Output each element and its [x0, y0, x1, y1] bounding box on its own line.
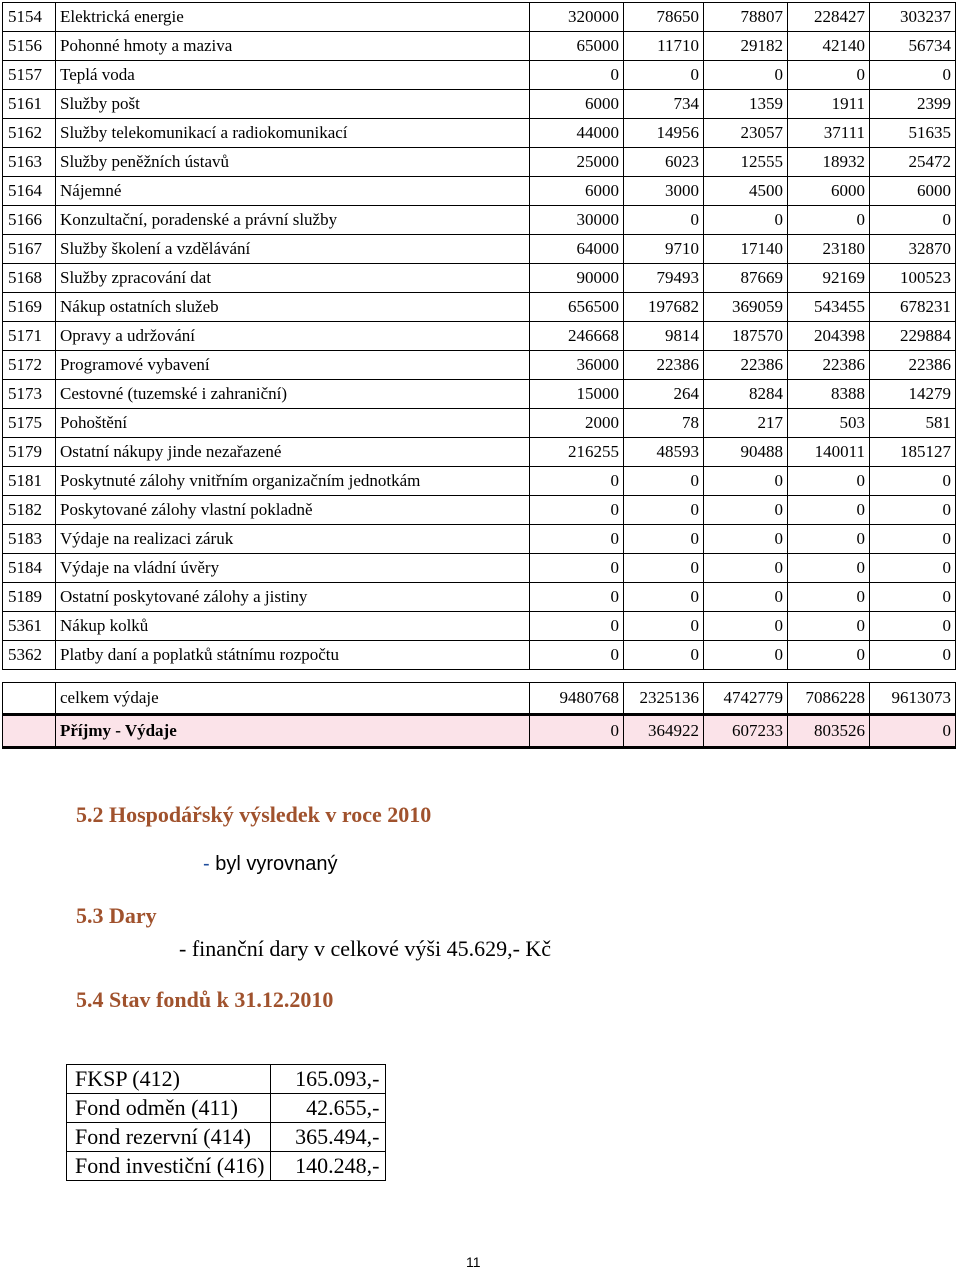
- table-row: [3, 554, 956, 583]
- amount-cell: 0: [870, 467, 956, 496]
- account-code: 5175: [3, 409, 56, 438]
- amount-cell: 503: [788, 409, 870, 438]
- amount-cell: 0: [624, 496, 704, 525]
- amount-cell: 48593: [624, 438, 704, 467]
- amount-cell: 14956: [624, 119, 704, 148]
- table-row: [3, 264, 956, 293]
- table-row: [3, 177, 956, 206]
- account-name: Teplá voda: [56, 61, 530, 90]
- fund-amount: 165.093,-: [271, 1065, 386, 1094]
- fund-name: Fond rezervní (414): [67, 1123, 271, 1152]
- amount-cell: 1359: [704, 90, 788, 119]
- amount-cell: 23180: [788, 235, 870, 264]
- amount-cell: 37111: [788, 119, 870, 148]
- amount-cell: 369059: [704, 293, 788, 322]
- amount-cell: 32870: [870, 235, 956, 264]
- amount-cell: 78650: [624, 3, 704, 32]
- amount-cell: 90000: [530, 264, 624, 293]
- account-name: Platby daní a poplatků státnímu rozpočtu: [56, 641, 530, 670]
- amount-cell: 0: [624, 583, 704, 612]
- amount-cell: 0: [704, 554, 788, 583]
- account-name: Poskytované zálohy vlastní pokladně: [56, 496, 530, 525]
- table-row: [3, 293, 956, 322]
- table-spacer-row: [3, 670, 956, 683]
- account-name: Nákup ostatních služeb: [56, 293, 530, 322]
- table-row: [3, 119, 956, 148]
- amount-cell: 0: [870, 554, 956, 583]
- amount-cell: 0: [704, 496, 788, 525]
- fund-name: Fond odměn (411): [67, 1094, 271, 1123]
- table-row: [3, 583, 956, 612]
- amount-cell: 0: [788, 525, 870, 554]
- amount-cell: 678231: [870, 293, 956, 322]
- fund-name: Fond investiční (416): [67, 1152, 271, 1181]
- section-heading-funds: 5.4 Stav fondů k 31.12.2010: [76, 987, 334, 1012]
- account-code: 5163: [3, 148, 56, 177]
- amount-cell: 303237: [870, 3, 956, 32]
- account-name: Pohonné hmoty a maziva: [56, 32, 530, 61]
- balance-row-label: Příjmy - Výdaje: [56, 715, 530, 748]
- fund-amount: 365.494,-: [271, 1123, 386, 1152]
- empty-code-cell: [3, 683, 56, 715]
- amount-cell: 197682: [624, 293, 704, 322]
- fund-row: [67, 1094, 386, 1123]
- amount-cell: 1911: [788, 90, 870, 119]
- table-row: [3, 90, 956, 119]
- section-heading-gifts: 5.3 Dary: [76, 903, 157, 928]
- account-name: Ostatní poskytované zálohy a jistiny: [56, 583, 530, 612]
- amount-cell: 6000: [530, 177, 624, 206]
- account-code: 5362: [3, 641, 56, 670]
- spacer-cell: [56, 670, 530, 683]
- amount-cell: 79493: [624, 264, 704, 293]
- amount-cell: 22386: [704, 351, 788, 380]
- amount-cell: 7086228: [788, 683, 870, 715]
- account-name: Výdaje na vládní úvěry: [56, 554, 530, 583]
- table-row: [3, 641, 956, 670]
- amount-cell: 0: [704, 525, 788, 554]
- amount-cell: 44000: [530, 119, 624, 148]
- account-name: Opravy a udržování: [56, 322, 530, 351]
- account-code: 5168: [3, 264, 56, 293]
- amount-cell: 0: [870, 612, 956, 641]
- spacer-cell: [624, 670, 704, 683]
- amount-cell: 803526: [788, 715, 870, 748]
- result-text: [203, 853, 338, 876]
- fund-amount: 140.248,-: [271, 1152, 386, 1181]
- amount-cell: 4742779: [704, 683, 788, 715]
- account-name: Služby telekomunikací a radiokomunikací: [56, 119, 530, 148]
- amount-cell: 9710: [624, 235, 704, 264]
- amount-cell: 0: [870, 715, 956, 748]
- account-code: 5164: [3, 177, 56, 206]
- spacer-cell: [704, 670, 788, 683]
- account-code: 5171: [3, 322, 56, 351]
- amount-cell: 0: [788, 467, 870, 496]
- amount-cell: 228427: [788, 3, 870, 32]
- amount-cell: 581: [870, 409, 956, 438]
- amount-cell: 22386: [624, 351, 704, 380]
- account-code: 5154: [3, 3, 56, 32]
- table-row: [3, 32, 956, 61]
- page-number: 11: [466, 1254, 481, 1270]
- table-row: [3, 351, 956, 380]
- amount-cell: 8284: [704, 380, 788, 409]
- amount-cell: 65000: [530, 32, 624, 61]
- account-code: 5184: [3, 554, 56, 583]
- amount-cell: 0: [704, 641, 788, 670]
- amount-cell: 87669: [704, 264, 788, 293]
- amount-cell: 364922: [624, 715, 704, 748]
- table-row: [3, 206, 956, 235]
- amount-cell: 0: [530, 496, 624, 525]
- amount-cell: 0: [870, 496, 956, 525]
- amount-cell: 18932: [788, 148, 870, 177]
- amount-cell: 6023: [624, 148, 704, 177]
- amount-cell: 15000: [530, 380, 624, 409]
- table-row: [3, 467, 956, 496]
- amount-cell: 0: [530, 467, 624, 496]
- fund-row: [67, 1123, 386, 1152]
- spacer-cell: [870, 670, 956, 683]
- amount-cell: 4500: [704, 177, 788, 206]
- account-name: Služby pošt: [56, 90, 530, 119]
- section-heading-result: 5.2 Hospodářský výsledek v roce 2010: [76, 802, 432, 827]
- account-name: Konzultační, poradenské a právní služby: [56, 206, 530, 235]
- amount-cell: 0: [788, 641, 870, 670]
- amount-cell: 9480768: [530, 683, 624, 715]
- amount-cell: 2399: [870, 90, 956, 119]
- account-code: 5162: [3, 119, 56, 148]
- account-code: 5173: [3, 380, 56, 409]
- table-row: [3, 61, 956, 90]
- amount-cell: 140011: [788, 438, 870, 467]
- amount-cell: 0: [788, 61, 870, 90]
- amount-cell: 204398: [788, 322, 870, 351]
- amount-cell: 3000: [624, 177, 704, 206]
- amount-cell: 78: [624, 409, 704, 438]
- amount-cell: 0: [624, 206, 704, 235]
- amount-cell: 0: [704, 61, 788, 90]
- amount-cell: 25472: [870, 148, 956, 177]
- gifts-text: - finanční dary v celkové výši 45.629,- Kč: [179, 936, 552, 961]
- account-name: Služby peněžních ústavů: [56, 148, 530, 177]
- amount-cell: 64000: [530, 235, 624, 264]
- amount-cell: 246668: [530, 322, 624, 351]
- amount-cell: 734: [624, 90, 704, 119]
- amount-cell: 0: [788, 496, 870, 525]
- table-row: [3, 235, 956, 264]
- amount-cell: 0: [870, 641, 956, 670]
- spacer-cell: [530, 670, 624, 683]
- account-code: 5179: [3, 438, 56, 467]
- table-row: [3, 380, 956, 409]
- amount-cell: 22386: [788, 351, 870, 380]
- result-dash: -: [203, 853, 210, 875]
- amount-cell: 0: [530, 525, 624, 554]
- amount-cell: 30000: [530, 206, 624, 235]
- account-code: 5183: [3, 525, 56, 554]
- funds-table: [66, 1064, 386, 1181]
- amount-cell: 0: [624, 525, 704, 554]
- amount-cell: 12555: [704, 148, 788, 177]
- amount-cell: 90488: [704, 438, 788, 467]
- amount-cell: 0: [788, 583, 870, 612]
- account-code: 5166: [3, 206, 56, 235]
- amount-cell: 8388: [788, 380, 870, 409]
- amount-cell: 0: [624, 61, 704, 90]
- spacer-cell: [3, 670, 56, 683]
- amount-cell: 0: [788, 554, 870, 583]
- amount-cell: 320000: [530, 3, 624, 32]
- account-name: Služby zpracování dat: [56, 264, 530, 293]
- amount-cell: 264: [624, 380, 704, 409]
- amount-cell: 543455: [788, 293, 870, 322]
- account-name: Pohoštění: [56, 409, 530, 438]
- account-code: 5157: [3, 61, 56, 90]
- amount-cell: 0: [788, 206, 870, 235]
- amount-cell: 0: [530, 583, 624, 612]
- account-code: 5161: [3, 90, 56, 119]
- account-code: 5189: [3, 583, 56, 612]
- expense-table: [2, 2, 956, 749]
- amount-cell: 17140: [704, 235, 788, 264]
- total-row-label: celkem výdaje: [56, 683, 530, 715]
- amount-cell: 0: [624, 612, 704, 641]
- amount-cell: 0: [704, 612, 788, 641]
- amount-cell: 23057: [704, 119, 788, 148]
- result-value: byl vyrovnaný: [215, 853, 338, 875]
- amount-cell: 0: [530, 554, 624, 583]
- amount-cell: 14279: [870, 380, 956, 409]
- fund-row: [67, 1065, 386, 1094]
- amount-cell: 6000: [530, 90, 624, 119]
- amount-cell: 6000: [788, 177, 870, 206]
- amount-cell: 216255: [530, 438, 624, 467]
- table-row: [3, 525, 956, 554]
- amount-cell: 0: [530, 612, 624, 641]
- account-name: Nájemné: [56, 177, 530, 206]
- account-name: Programové vybavení: [56, 351, 530, 380]
- account-name: Elektrická energie: [56, 3, 530, 32]
- amount-cell: 22386: [870, 351, 956, 380]
- amount-cell: 185127: [870, 438, 956, 467]
- amount-cell: 29182: [704, 32, 788, 61]
- account-name: Ostatní nákupy jinde nezařazené: [56, 438, 530, 467]
- account-name: Výdaje na realizaci záruk: [56, 525, 530, 554]
- amount-cell: 0: [530, 61, 624, 90]
- amount-cell: 2000: [530, 409, 624, 438]
- amount-cell: 36000: [530, 351, 624, 380]
- amount-cell: 42140: [788, 32, 870, 61]
- amount-cell: 100523: [870, 264, 956, 293]
- account-code: 5182: [3, 496, 56, 525]
- fund-name: FKSP (412): [67, 1065, 271, 1094]
- amount-cell: 187570: [704, 322, 788, 351]
- amount-cell: 78807: [704, 3, 788, 32]
- amount-cell: 0: [624, 641, 704, 670]
- amount-cell: 0: [870, 61, 956, 90]
- account-code: 5169: [3, 293, 56, 322]
- account-code: 5156: [3, 32, 56, 61]
- amount-cell: 25000: [530, 148, 624, 177]
- total-row: [3, 683, 956, 715]
- table-row: [3, 322, 956, 351]
- account-name: Poskytnuté zálohy vnitřním organizačním jednotkám: [56, 467, 530, 496]
- amount-cell: 0: [530, 715, 624, 748]
- account-code: 5181: [3, 467, 56, 496]
- amount-cell: 51635: [870, 119, 956, 148]
- balance-row: [3, 715, 956, 748]
- amount-cell: 92169: [788, 264, 870, 293]
- account-code: 5167: [3, 235, 56, 264]
- amount-cell: 217: [704, 409, 788, 438]
- amount-cell: 607233: [704, 715, 788, 748]
- amount-cell: 56734: [870, 32, 956, 61]
- table-row: [3, 148, 956, 177]
- account-name: Služby školení a vzdělávání: [56, 235, 530, 264]
- amount-cell: 0: [624, 554, 704, 583]
- account-name: Nákup kolků: [56, 612, 530, 641]
- amount-cell: 229884: [870, 322, 956, 351]
- empty-code-cell: [3, 715, 56, 748]
- table-row: [3, 612, 956, 641]
- spacer-cell: [788, 670, 870, 683]
- fund-row: [67, 1152, 386, 1181]
- amount-cell: 9613073: [870, 683, 956, 715]
- amount-cell: 0: [870, 206, 956, 235]
- amount-cell: 6000: [870, 177, 956, 206]
- amount-cell: 0: [530, 641, 624, 670]
- fund-amount: 42.655,-: [271, 1094, 386, 1123]
- amount-cell: 0: [704, 583, 788, 612]
- amount-cell: 0: [704, 467, 788, 496]
- amount-cell: 9814: [624, 322, 704, 351]
- table-row: [3, 438, 956, 467]
- amount-cell: 656500: [530, 293, 624, 322]
- account-code: 5172: [3, 351, 56, 380]
- table-row: [3, 3, 956, 32]
- amount-cell: 2325136: [624, 683, 704, 715]
- amount-cell: 0: [704, 206, 788, 235]
- table-row: [3, 409, 956, 438]
- amount-cell: 11710: [624, 32, 704, 61]
- amount-cell: 0: [788, 612, 870, 641]
- account-code: 5361: [3, 612, 56, 641]
- amount-cell: 0: [870, 583, 956, 612]
- table-row: [3, 496, 956, 525]
- account-name: Cestovné (tuzemské i zahraniční): [56, 380, 530, 409]
- amount-cell: 0: [624, 467, 704, 496]
- amount-cell: 0: [870, 525, 956, 554]
